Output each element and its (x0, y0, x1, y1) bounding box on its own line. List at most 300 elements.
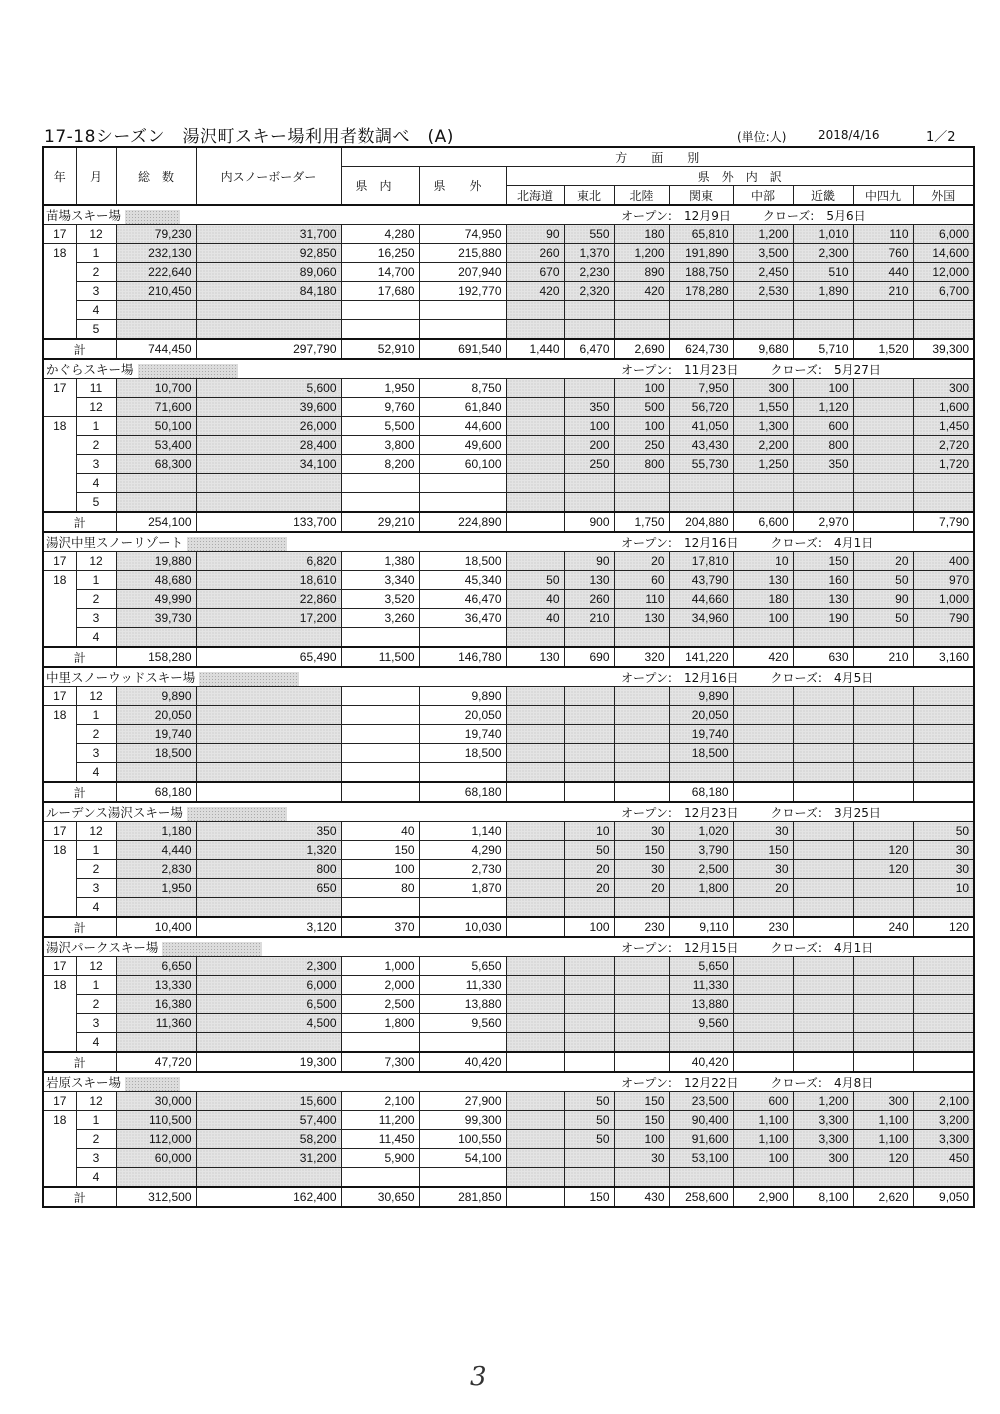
value-cell (341, 320, 419, 340)
total-cell: 5,710 (793, 339, 853, 359)
total-cell: 254,100 (116, 512, 196, 532)
value-cell (853, 995, 913, 1014)
value-cell: 53,100 (669, 1149, 733, 1168)
total-cell (506, 1052, 564, 1072)
table-row (43, 552, 974, 571)
value-cell (341, 706, 419, 725)
value-cell (733, 957, 793, 976)
value-cell: 26,000 (196, 417, 341, 436)
total-row (43, 339, 974, 359)
total-cell: 281,850 (419, 1187, 506, 1207)
value-cell: 510 (793, 263, 853, 282)
value-cell (614, 744, 669, 763)
value-cell: 92,850 (196, 244, 341, 263)
value-cell: 110 (614, 590, 669, 609)
value-cell: 20,050 (419, 706, 506, 725)
month-cell: 4 (76, 1168, 116, 1188)
value-cell: 30 (614, 860, 669, 879)
month-cell: 2 (76, 263, 116, 282)
value-cell: 58,200 (196, 1130, 341, 1149)
resort-header-row (43, 667, 974, 687)
value-cell: 30 (733, 822, 793, 841)
total-cell (733, 1052, 793, 1072)
value-cell: 1,120 (793, 398, 853, 417)
total-cell: 141,220 (669, 647, 733, 667)
total-cell (614, 782, 669, 802)
open-date: 12月15日 (683, 940, 739, 955)
value-cell (341, 628, 419, 648)
value-cell: 1,800 (341, 1014, 419, 1033)
value-cell: 39,730 (116, 609, 196, 628)
month-cell: 12 (76, 1092, 116, 1111)
value-cell: 30 (913, 841, 974, 860)
month-cell: 1 (76, 571, 116, 590)
value-cell: 192,770 (419, 282, 506, 301)
value-cell (853, 898, 913, 918)
year-cell (43, 493, 76, 513)
value-cell (913, 320, 974, 340)
value-cell (853, 1168, 913, 1188)
month-cell: 2 (76, 590, 116, 609)
value-cell (506, 898, 564, 918)
year-cell (43, 879, 76, 898)
value-cell: 60,000 (116, 1149, 196, 1168)
total-cell: 320 (614, 647, 669, 667)
year-cell: 17 (43, 225, 76, 244)
open-date: 12月9日 (683, 208, 731, 223)
resort-header-row (43, 937, 974, 957)
value-cell: 5,900 (341, 1149, 419, 1168)
value-cell: 20,050 (669, 706, 733, 725)
value-cell: 1,100 (733, 1111, 793, 1130)
value-cell: 600 (793, 417, 853, 436)
total-cell (913, 1052, 974, 1072)
total-cell: 210 (853, 647, 913, 667)
value-cell: 800 (614, 455, 669, 474)
value-cell (419, 493, 506, 513)
value-cell (853, 957, 913, 976)
year-cell: 18 (43, 417, 76, 436)
value-cell (196, 744, 341, 763)
value-cell (733, 725, 793, 744)
year-cell (43, 725, 76, 744)
value-cell: 90,400 (669, 1111, 733, 1130)
total-label: 計 (43, 1052, 116, 1072)
value-cell (506, 725, 564, 744)
resort-name: 岩原スキー場 (46, 1075, 122, 1090)
value-cell: 1,890 (793, 282, 853, 301)
close-label: クローズ: (770, 535, 822, 550)
resort-name-shading (125, 1077, 180, 1091)
table-row (43, 398, 974, 417)
open-date: 11月23日 (683, 362, 739, 377)
value-cell (419, 1033, 506, 1053)
year-cell: 17 (43, 1092, 76, 1111)
total-cell: 100 (564, 917, 614, 937)
value-cell: 100 (341, 860, 419, 879)
value-cell: 300 (853, 1092, 913, 1111)
open-date: 12月16日 (683, 535, 739, 550)
month-cell: 1 (76, 976, 116, 995)
value-cell (341, 1033, 419, 1053)
value-cell (733, 976, 793, 995)
value-cell: 1,020 (669, 822, 733, 841)
value-cell: 48,680 (116, 571, 196, 590)
value-cell (116, 763, 196, 783)
resort-name: 湯沢中里スノーリゾート (46, 535, 184, 550)
value-cell: 420 (614, 282, 669, 301)
value-cell (506, 687, 564, 706)
year-cell: 17 (43, 687, 76, 706)
col-in-pref: 県 内 (341, 167, 419, 206)
resort-name-shading (187, 807, 287, 821)
close-label: クローズ: (762, 208, 815, 223)
value-cell: 180 (733, 590, 793, 609)
month-cell: 3 (76, 1149, 116, 1168)
value-cell (506, 628, 564, 648)
value-cell (506, 841, 564, 860)
value-cell: 110,500 (116, 1111, 196, 1130)
value-cell: 91,600 (669, 1130, 733, 1149)
value-cell (116, 320, 196, 340)
value-cell: 20 (564, 879, 614, 898)
value-cell (564, 493, 614, 513)
total-cell: 1,750 (614, 512, 669, 532)
value-cell: 1,100 (853, 1130, 913, 1149)
value-cell: 19,740 (669, 725, 733, 744)
value-cell (564, 687, 614, 706)
value-cell: 800 (793, 436, 853, 455)
value-cell: 28,400 (196, 436, 341, 455)
col-region: 関東 (669, 186, 733, 206)
value-cell (853, 1014, 913, 1033)
value-cell: 2,450 (733, 263, 793, 282)
value-cell (669, 1033, 733, 1053)
total-cell: 47,720 (116, 1052, 196, 1072)
value-cell (506, 1033, 564, 1053)
value-cell: 3,200 (913, 1111, 974, 1130)
value-cell (793, 976, 853, 995)
value-cell: 1,870 (419, 879, 506, 898)
value-cell: 9,560 (419, 1014, 506, 1033)
col-snowboarder: 内スノーボーダー (196, 147, 341, 205)
value-cell (506, 474, 564, 493)
year-cell: 17 (43, 552, 76, 571)
resort-name: 湯沢パークスキー場 (46, 940, 159, 955)
value-cell: 420 (506, 282, 564, 301)
value-cell: 89,060 (196, 263, 341, 282)
value-cell: 50 (853, 609, 913, 628)
month-cell: 12 (76, 398, 116, 417)
value-cell (853, 744, 913, 763)
table-row (43, 898, 974, 918)
value-cell (341, 744, 419, 763)
year-cell (43, 744, 76, 763)
resort-header-row (43, 802, 974, 822)
value-cell (564, 976, 614, 995)
open-close-dates (341, 667, 974, 687)
value-cell: 50 (853, 571, 913, 590)
total-cell (853, 1052, 913, 1072)
value-cell (853, 725, 913, 744)
value-cell: 670 (506, 263, 564, 282)
value-cell: 100,550 (419, 1130, 506, 1149)
value-cell (793, 301, 853, 320)
value-cell: 130 (614, 609, 669, 628)
month-cell: 12 (76, 687, 116, 706)
resort-name-shading (125, 210, 180, 224)
value-cell (196, 687, 341, 706)
table-row (43, 841, 974, 860)
value-cell: 2,320 (564, 282, 614, 301)
value-cell: 39,600 (196, 398, 341, 417)
value-cell (564, 379, 614, 398)
value-cell: 27,900 (419, 1092, 506, 1111)
value-cell: 11,330 (419, 976, 506, 995)
year-cell (43, 1130, 76, 1149)
total-cell: 68,180 (419, 782, 506, 802)
col-region: 外国 (913, 186, 974, 206)
month-cell: 3 (76, 744, 116, 763)
value-cell: 4,280 (341, 225, 419, 244)
year-cell (43, 628, 76, 648)
open-label: オープン: (621, 1075, 672, 1090)
value-cell: 11,360 (116, 1014, 196, 1033)
value-cell: 350 (196, 822, 341, 841)
value-cell (669, 628, 733, 648)
value-cell (116, 898, 196, 918)
total-cell: 430 (614, 1187, 669, 1207)
value-cell (853, 628, 913, 648)
month-cell: 2 (76, 860, 116, 879)
value-cell: 2,500 (341, 995, 419, 1014)
year-cell (43, 1014, 76, 1033)
resort-header-row (43, 205, 974, 225)
total-cell (506, 917, 564, 937)
resort-name: かぐらスキー場 (46, 362, 134, 377)
total-cell: 744,450 (116, 339, 196, 359)
value-cell (341, 301, 419, 320)
month-cell: 2 (76, 436, 116, 455)
value-cell: 6,650 (116, 957, 196, 976)
value-cell (793, 879, 853, 898)
page-title: 17-18シーズン 湯沢町スキー場利用者数調べ (A) (44, 127, 454, 147)
resort-header-row (43, 1072, 974, 1092)
value-cell (913, 1033, 974, 1053)
value-cell: 10,700 (116, 379, 196, 398)
month-cell: 4 (76, 1033, 116, 1053)
year-cell (43, 609, 76, 628)
total-cell: 204,880 (669, 512, 733, 532)
month-cell: 2 (76, 995, 116, 1014)
total-cell: 9,050 (913, 1187, 974, 1207)
value-cell: 60,100 (419, 455, 506, 474)
value-cell: 760 (853, 244, 913, 263)
value-cell: 2,530 (733, 282, 793, 301)
year-cell (43, 436, 76, 455)
value-cell: 5,650 (419, 957, 506, 976)
value-cell: 130 (733, 571, 793, 590)
value-cell: 57,400 (196, 1111, 341, 1130)
value-cell (793, 841, 853, 860)
value-cell: 9,760 (341, 398, 419, 417)
value-cell: 1,200 (614, 244, 669, 263)
close-label: クローズ: (770, 362, 822, 377)
month-cell: 3 (76, 609, 116, 628)
value-cell (419, 763, 506, 783)
value-cell: 19,740 (116, 725, 196, 744)
value-cell (793, 763, 853, 783)
total-cell: 130 (506, 647, 564, 667)
value-cell (733, 1168, 793, 1188)
total-cell: 150 (564, 1187, 614, 1207)
value-cell: 100 (733, 1149, 793, 1168)
total-cell: 230 (614, 917, 669, 937)
value-cell (196, 474, 341, 493)
total-cell: 691,540 (419, 339, 506, 359)
table-row (43, 263, 974, 282)
month-cell: 1 (76, 417, 116, 436)
value-cell (793, 1014, 853, 1033)
value-cell (506, 301, 564, 320)
value-cell (564, 898, 614, 918)
value-cell: 188,750 (669, 263, 733, 282)
total-cell: 10,400 (116, 917, 196, 937)
value-cell (853, 879, 913, 898)
value-cell (506, 320, 564, 340)
value-cell: 40 (506, 609, 564, 628)
value-cell: 1,200 (793, 1092, 853, 1111)
month-cell: 4 (76, 763, 116, 783)
year-cell (43, 763, 76, 783)
table-row (43, 1111, 974, 1130)
value-cell (564, 957, 614, 976)
value-cell (793, 725, 853, 744)
col-year: 年 (43, 147, 76, 205)
open-date: 12月22日 (683, 1075, 739, 1090)
value-cell: 56,720 (669, 398, 733, 417)
value-cell: 2,720 (913, 436, 974, 455)
value-cell: 79,230 (116, 225, 196, 244)
value-cell: 80 (341, 879, 419, 898)
value-cell: 3,300 (793, 1130, 853, 1149)
value-cell (793, 320, 853, 340)
total-cell: 158,280 (116, 647, 196, 667)
total-cell (564, 782, 614, 802)
value-cell: 300 (913, 379, 974, 398)
value-cell (793, 474, 853, 493)
value-cell: 112,000 (116, 1130, 196, 1149)
value-cell: 2,000 (341, 976, 419, 995)
open-close-dates (341, 532, 974, 552)
value-cell: 1,800 (669, 879, 733, 898)
total-cell: 65,490 (196, 647, 341, 667)
value-cell: 1,200 (733, 225, 793, 244)
value-cell (614, 301, 669, 320)
table-row (43, 725, 974, 744)
year-cell (43, 1149, 76, 1168)
open-label: オープン: (621, 940, 672, 955)
ski-resort-usage-table (42, 146, 975, 1208)
value-cell: 60 (614, 571, 669, 590)
value-cell: 30 (614, 1149, 669, 1168)
resort-name-shading (187, 537, 287, 551)
month-cell: 12 (76, 957, 116, 976)
year-cell: 18 (43, 244, 76, 263)
value-cell (853, 822, 913, 841)
value-cell: 20 (564, 860, 614, 879)
resort-name-shading (138, 364, 238, 378)
value-cell (669, 301, 733, 320)
value-cell (614, 706, 669, 725)
value-cell (614, 995, 669, 1014)
table-row (43, 225, 974, 244)
value-cell (669, 493, 733, 513)
table-row (43, 957, 974, 976)
value-cell: 46,470 (419, 590, 506, 609)
total-cell: 39,300 (913, 339, 974, 359)
value-cell (793, 706, 853, 725)
year-cell (43, 898, 76, 918)
total-cell: 30,650 (341, 1187, 419, 1207)
year-cell (43, 282, 76, 301)
value-cell (564, 744, 614, 763)
value-cell (913, 763, 974, 783)
year-cell: 17 (43, 957, 76, 976)
month-cell: 5 (76, 320, 116, 340)
value-cell: 180 (614, 225, 669, 244)
value-cell: 20 (614, 552, 669, 571)
value-cell: 34,100 (196, 455, 341, 474)
value-cell: 65,810 (669, 225, 733, 244)
value-cell: 1,000 (341, 957, 419, 976)
value-cell (793, 628, 853, 648)
value-cell (793, 957, 853, 976)
value-cell (506, 1149, 564, 1168)
total-cell: 146,780 (419, 647, 506, 667)
value-cell (733, 628, 793, 648)
month-cell: 3 (76, 1014, 116, 1033)
value-cell: 68,300 (116, 455, 196, 474)
value-cell: 8,200 (341, 455, 419, 474)
value-cell: 1,250 (733, 455, 793, 474)
value-cell (853, 976, 913, 995)
value-cell: 3,800 (341, 436, 419, 455)
open-date: 12月16日 (683, 670, 739, 685)
table-row (43, 763, 974, 783)
year-cell: 18 (43, 706, 76, 725)
value-cell (196, 706, 341, 725)
value-cell (116, 493, 196, 513)
open-date: 12月23日 (683, 805, 739, 820)
year-cell (43, 455, 76, 474)
value-cell (116, 628, 196, 648)
value-cell (913, 898, 974, 918)
col-region: 中四九 (853, 186, 913, 206)
total-cell: 420 (733, 647, 793, 667)
month-cell: 4 (76, 898, 116, 918)
value-cell: 11,330 (669, 976, 733, 995)
value-cell (793, 493, 853, 513)
resort-name-shading (162, 942, 262, 956)
col-region: 中部 (733, 186, 793, 206)
value-cell: 45,340 (419, 571, 506, 590)
value-cell: 100 (733, 609, 793, 628)
value-cell (419, 320, 506, 340)
value-cell: 5,600 (196, 379, 341, 398)
value-cell: 16,380 (116, 995, 196, 1014)
value-cell: 31,700 (196, 225, 341, 244)
